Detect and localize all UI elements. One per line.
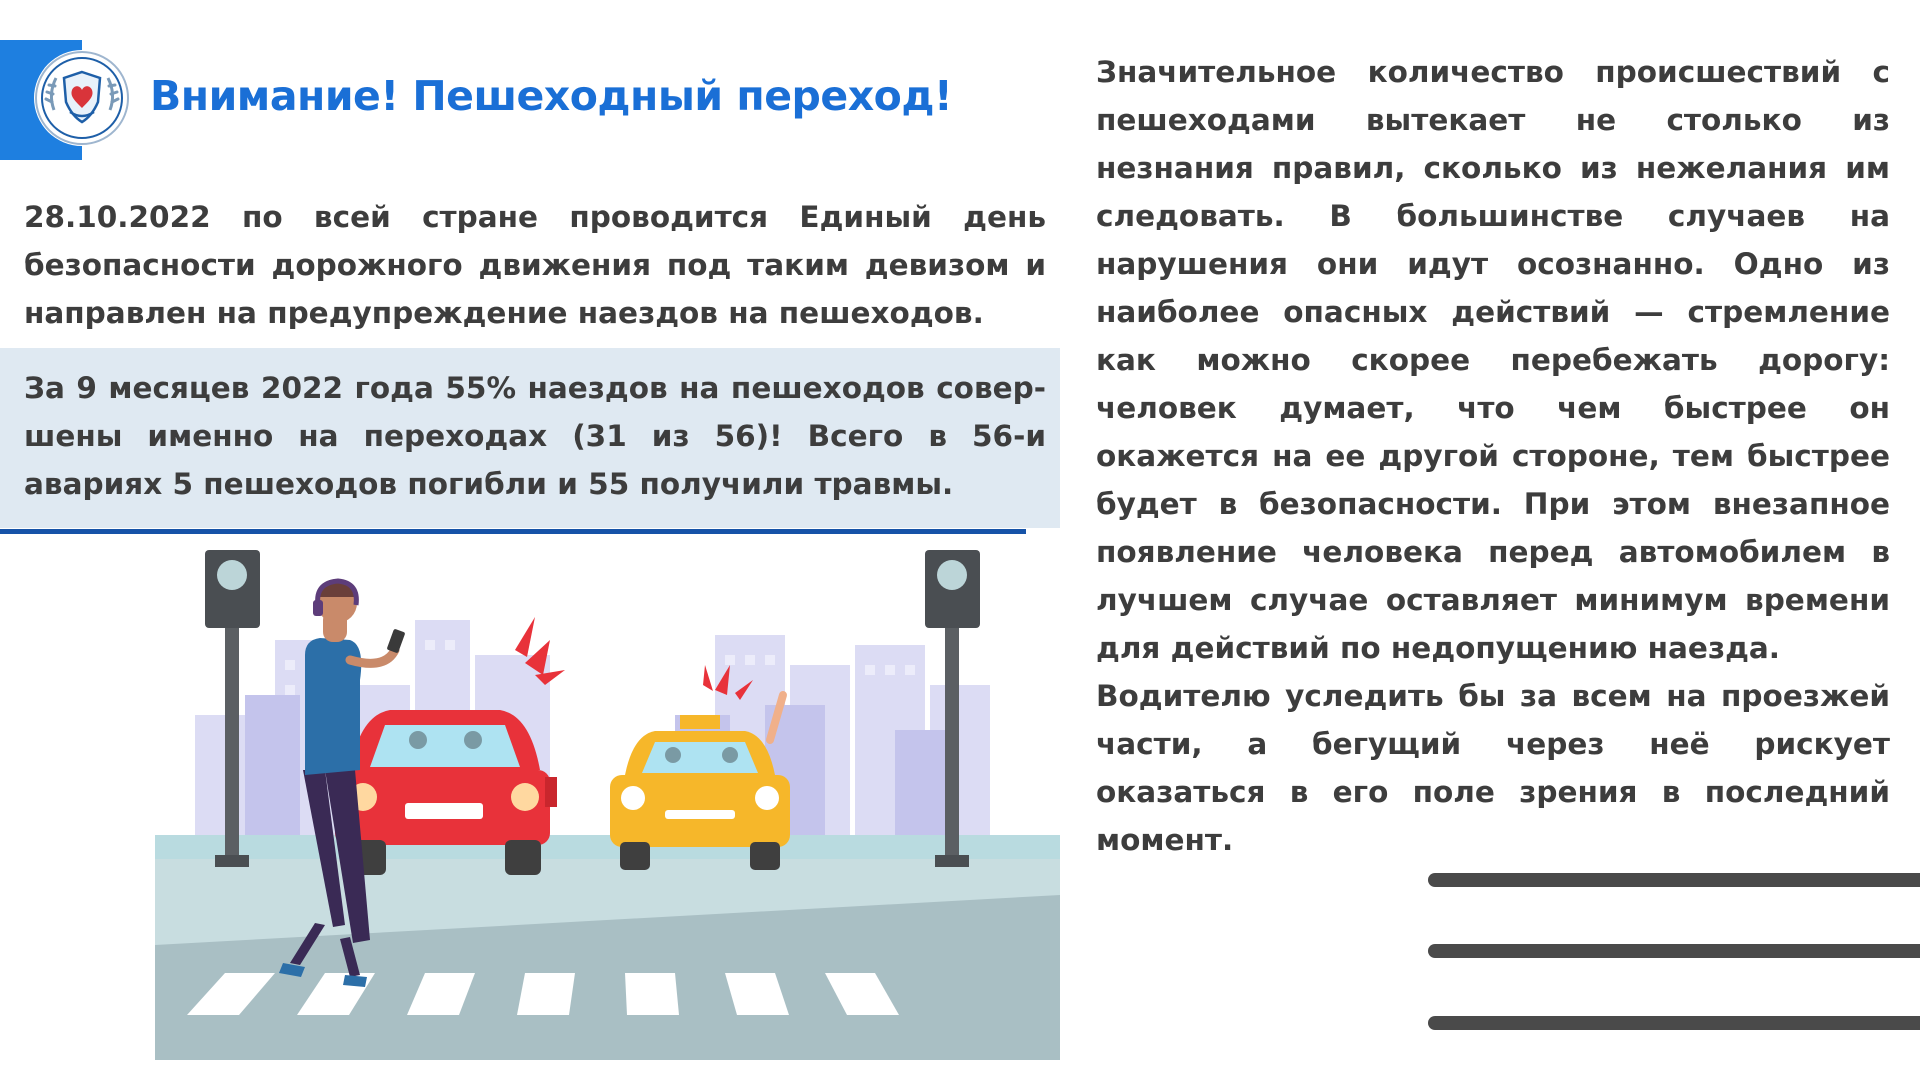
decorative-line [1428,944,1920,958]
statistics-text: За 9 месяцев 2022 года 55% наездов на пешеходов совер- шены именно на переходах (31 из 56)! Всего в 56-и авариях 5 пешеходов погибли и 55 получили травмы. [24,371,1046,501]
highlight-underline [0,529,1026,534]
decorative-line [1428,873,1920,887]
shield-heart-emblem-icon [34,50,130,146]
page-title: Внимание! Пешеходный переход! [150,72,953,120]
crosswalk-illustration [155,545,1060,1060]
statistics-highlight-box [0,348,1060,528]
decorative-line [1428,1016,1920,1030]
lead-paragraph: 28.10.2022 по всей стране проводится Единый день безопасности дорожного движения под таким девизом и направлен на предупреждение наездов на пешеходов. [24,200,1046,330]
right-paragraph-2: Водителю уследить бы за всем на проезжей части, а бегущий через неё рискует оказаться в его поле зрения в последний момент. [1096,679,1890,857]
right-column-text [1096,48,1890,864]
right-paragraph-1: Значительное количество происшествий с пешеходами вытекает не столько из незнания правил, сколько из нежелания им следовать. В большинстве случаев на нарушения они идут осознанно. Одно из наиболее опасных действий — стремление как можно скорее перебежать дорогу: человек думает, что чем быстрее он окажется на ее другой стороне, тем быстрее будет в безопасности. При этом внезапное появление человека перед автомобилем в лучшем случае оставляет минимум времени для действий по недопущению наезда. [1096,55,1890,665]
